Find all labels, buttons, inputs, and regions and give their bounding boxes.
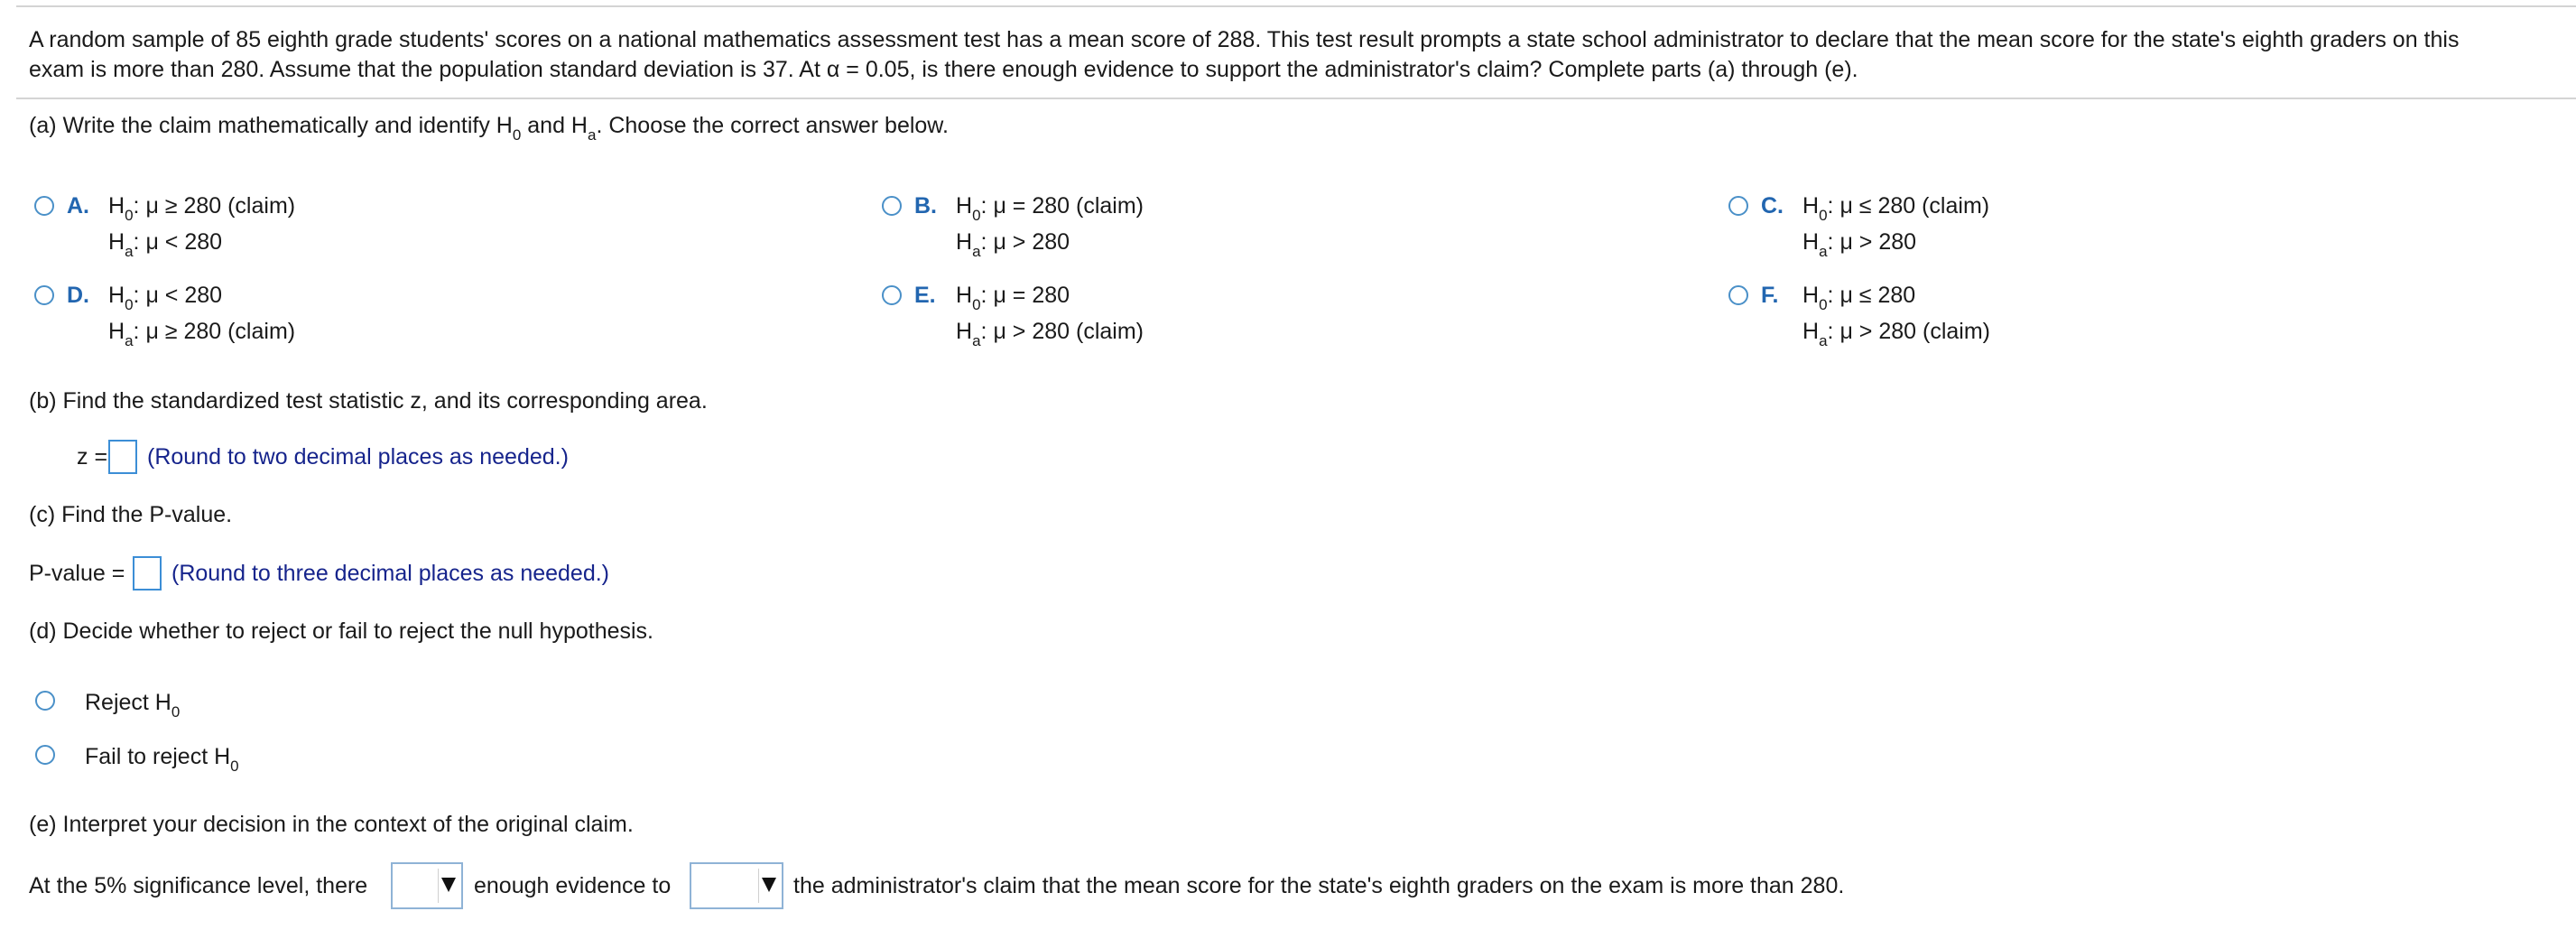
option-null-hypothesis: $H_0$: μ < 280 bbox=[108, 283, 223, 313]
p-value-label: P-value = bbox=[29, 561, 125, 586]
evidence-dropdown[interactable] bbox=[391, 862, 463, 909]
part-e-prompt: (e) Interpret your decision in the context of the original claim. bbox=[29, 812, 634, 837]
chevron-down-icon bbox=[758, 869, 779, 903]
reject-h0-label: Reject $H_0$ bbox=[85, 690, 181, 721]
option-letter: E. bbox=[914, 283, 936, 308]
option-null-hypothesis: $H_0$: μ = 280 (claim) bbox=[956, 193, 1144, 224]
option-e-radio[interactable] bbox=[882, 285, 902, 305]
option-null-hypothesis: $H_0$: μ ≤ 280 bbox=[1802, 283, 1916, 313]
option-alt-hypothesis: $H_a$: μ > 280 bbox=[956, 229, 1070, 260]
question-divider bbox=[16, 98, 2576, 99]
option-letter: F. bbox=[1761, 283, 1779, 308]
option-c-radio[interactable] bbox=[1728, 196, 1748, 216]
fail-to-reject-h0-label: Fail to reject $H_0$ bbox=[85, 744, 239, 775]
chevron-down-icon bbox=[438, 869, 459, 903]
option-a-radio[interactable] bbox=[34, 196, 54, 216]
question-line-2: exam is more than 280. Assume that the population standard deviation is 37. At α = 0.05, is there enough evidence to support the administrator's claim? Complete parts (a) through (e). bbox=[29, 57, 1858, 82]
option-letter: D. bbox=[67, 283, 89, 308]
option-null-hypothesis: $H_0$: μ ≥ 280 (claim) bbox=[108, 193, 296, 224]
reject-h0-radio[interactable] bbox=[35, 691, 55, 711]
fail-to-reject-h0-radio[interactable] bbox=[35, 745, 55, 765]
support-dropdown[interactable] bbox=[690, 862, 783, 909]
p-value-input[interactable] bbox=[133, 556, 162, 591]
option-b-radio[interactable] bbox=[882, 196, 902, 216]
option-letter: C. bbox=[1761, 193, 1784, 219]
option-alt-hypothesis: $H_a$: μ ≥ 280 (claim) bbox=[108, 319, 296, 349]
option-d-radio[interactable] bbox=[34, 285, 54, 305]
z-hint: (Round to two decimal places as needed.) bbox=[147, 444, 569, 470]
part-c-prompt: (c) Find the P-value. bbox=[29, 502, 233, 527]
option-alt-hypothesis: $H_a$: μ > 280 (claim) bbox=[956, 319, 1144, 349]
option-null-hypothesis: $H_0$: μ ≤ 280 (claim) bbox=[1802, 193, 1990, 224]
z-input[interactable] bbox=[108, 440, 137, 474]
option-alt-hypothesis: $H_a$: μ < 280 bbox=[108, 229, 223, 260]
option-null-hypothesis: $H_0$: μ = 280 bbox=[956, 283, 1070, 313]
question-line-1: A random sample of 85 eighth grade students' scores on a national mathematics assessment test has a mean score of 288. This test result prompts a state school administrator to declare that the mean score for the state's eighth graders on this bbox=[29, 27, 2460, 52]
top-divider bbox=[16, 5, 2576, 7]
part-e-text-mid: enough evidence to bbox=[474, 873, 672, 898]
part-a-prompt: (a) Write the claim mathematically and identify $H_0$ and $H_a$. Choose the correct answer below. bbox=[29, 113, 949, 144]
part-e-text-pre: At the 5% significance level, there bbox=[29, 873, 368, 898]
part-e-text-post: the administrator's claim that the mean score for the state's eighth graders on the exam is more than 280. bbox=[793, 873, 1845, 898]
p-value-hint: (Round to three decimal places as needed.) bbox=[171, 561, 610, 586]
part-b-prompt: (b) Find the standardized test statistic z, and its corresponding area. bbox=[29, 388, 708, 414]
option-letter: A. bbox=[67, 193, 89, 219]
option-letter: B. bbox=[914, 193, 937, 219]
part-d-prompt: (d) Decide whether to reject or fail to reject the null hypothesis. bbox=[29, 618, 654, 644]
z-label: z = bbox=[77, 444, 108, 470]
option-f-radio[interactable] bbox=[1728, 285, 1748, 305]
option-alt-hypothesis: $H_a$: μ > 280 (claim) bbox=[1802, 319, 1990, 349]
option-alt-hypothesis: $H_a$: μ > 280 bbox=[1802, 229, 1917, 260]
